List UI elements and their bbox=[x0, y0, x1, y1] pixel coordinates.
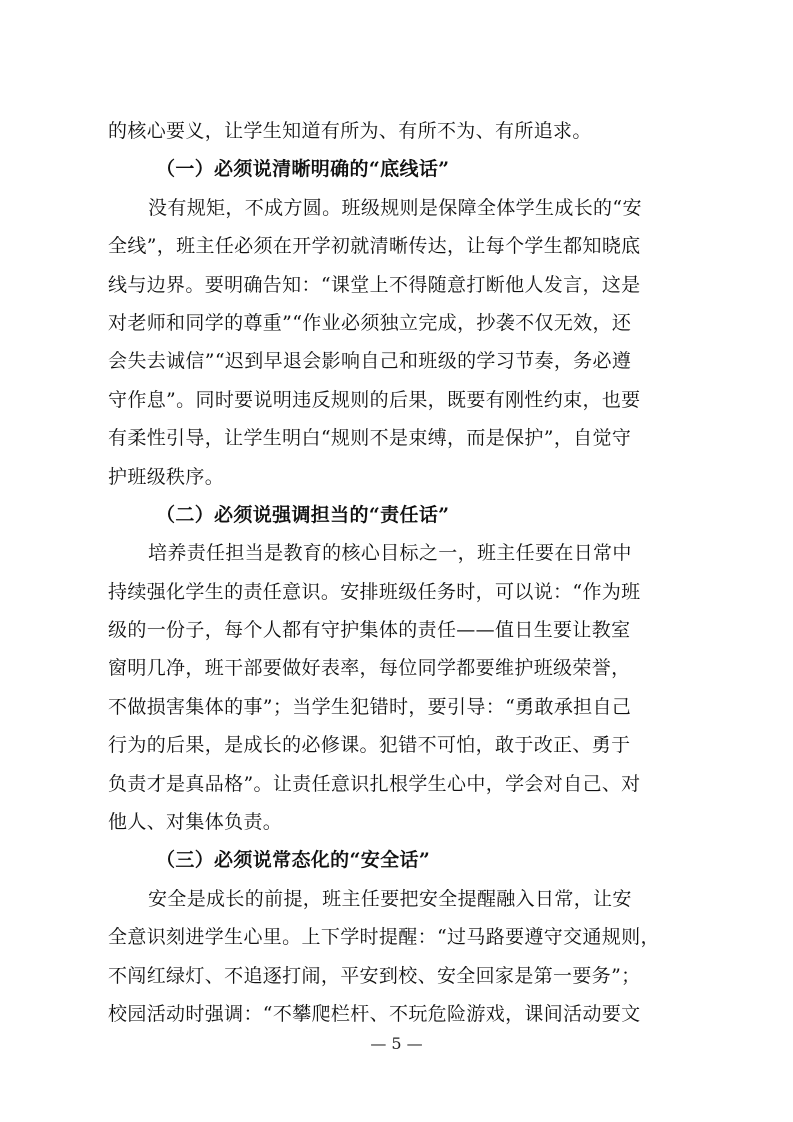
text-line: 行为的后果，是成长的必修课。犯错不可怕，敢于改正、勇于 bbox=[108, 734, 631, 757]
section-heading: （一）必须说清晰明确的“底线话” bbox=[156, 158, 450, 181]
text-line: 护班级秩序。 bbox=[108, 465, 225, 488]
text-line: 没有规矩，不成方圆。班级规则是保障全体学生成长的“安 bbox=[148, 196, 642, 219]
text-line: 有柔性引导，让学生明白“规则不是束缚，而是保护”，自觉守 bbox=[108, 427, 632, 450]
text-line: 校园活动时强调：“不攀爬栏杆、不玩危险游戏，课间活动要文 bbox=[108, 1002, 641, 1025]
text-line: 对老师和同学的尊重”“作业必须独立完成，抄袭不仅无效，还 bbox=[108, 311, 632, 334]
text-line: 线与边界。要明确告知：“课堂上不得随意打断他人发言，这是 bbox=[108, 273, 641, 296]
text-line: 守作息”。同时要说明违反规则的后果，既要有刚性约束，也要 bbox=[108, 388, 641, 411]
text-line: 安全是成长的前提，班主任要把安全提醒融入日常，让安 bbox=[148, 887, 632, 910]
text-line: 培养责任担当是教育的核心目标之一，班主任要在日常中 bbox=[148, 542, 632, 565]
document-body bbox=[108, 112, 688, 1033]
text-line: 的核心要义，让学生知道有所为、有所不为、有所追求。 bbox=[108, 120, 592, 142]
text-line: 负责才是真品格”。让责任意识扎根学生心中，学会对自己、对 bbox=[108, 772, 641, 795]
text-line: 全线”，班主任必须在开学初就清晰传达，让每个学生都知晓底 bbox=[108, 235, 641, 258]
text-line: 全意识刻进学生心里。上下学时提醒：“过马路要遵守交通规则， bbox=[108, 926, 660, 949]
text-line: 窗明几净，班干部要做好表率，每位同学都要维护班级荣誉， bbox=[108, 657, 631, 680]
text-line: 不做损害集体的事”；当学生犯错时，要引导：“勇敢承担自己 bbox=[108, 695, 632, 718]
text-line: 持续强化学生的责任意识。安排班级任务时，可以说：“作为班 bbox=[108, 580, 641, 603]
text-line: 级的一份子，每个人都有守护集体的责任——值日生要让教室 bbox=[108, 619, 631, 642]
section-heading: （三）必须说常态化的“安全话” bbox=[156, 849, 431, 872]
section-heading: （二）必须说强调担当的“责任话” bbox=[156, 503, 450, 526]
text-line: 不闯红绿灯、不追逐打闹，平安到校、安全回家是第一要务”； bbox=[108, 964, 641, 987]
text-line: 他人、对集体负责。 bbox=[108, 811, 283, 834]
page-number: — 5 — bbox=[370, 1034, 423, 1053]
text-line: 会失去诚信”“迟到早退会影响自己和班级的学习节奏，务必遵 bbox=[108, 350, 632, 373]
